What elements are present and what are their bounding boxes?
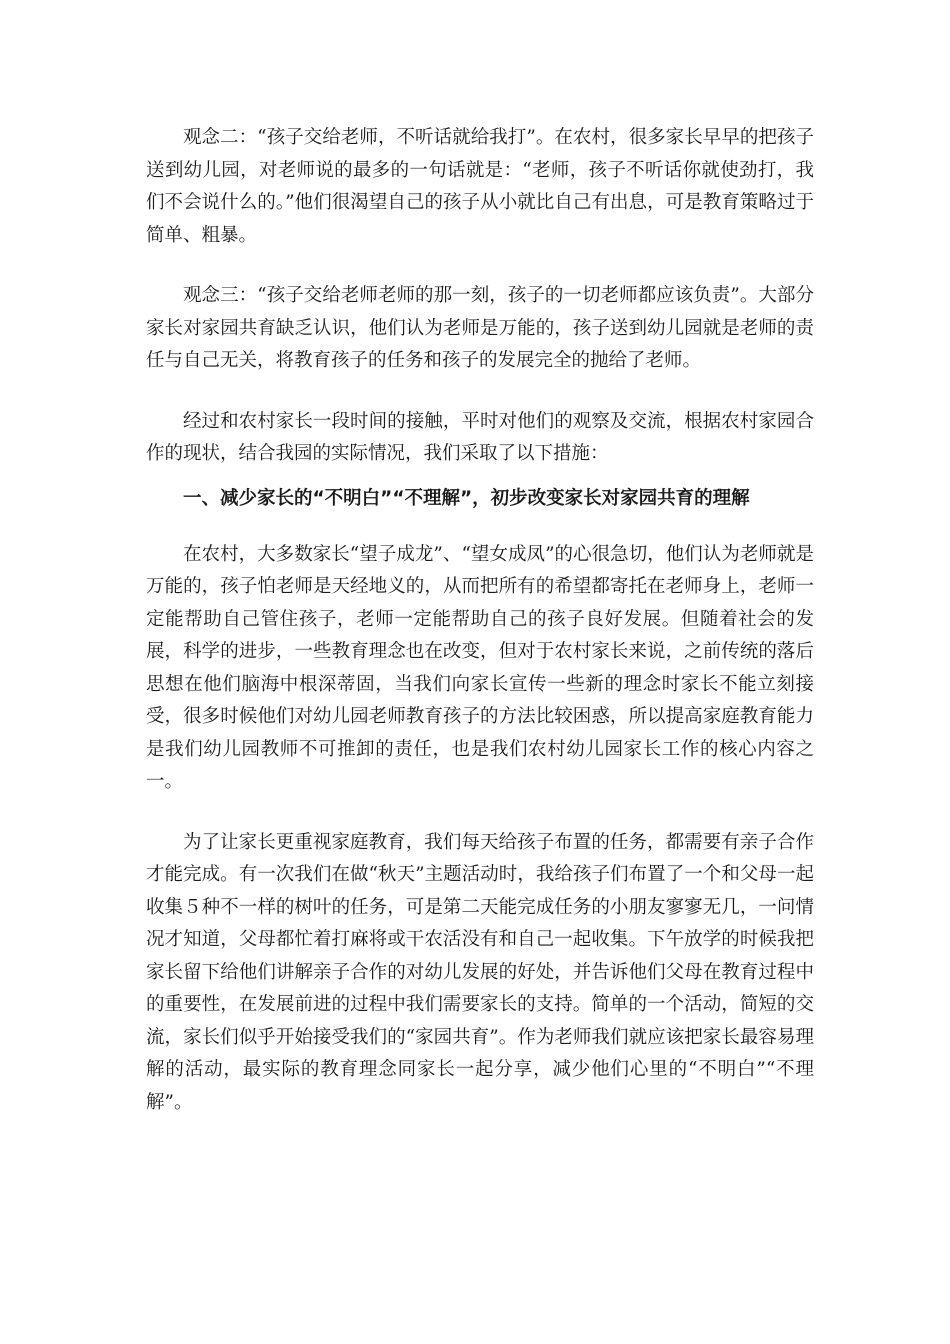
paragraph-concept-three: 观念三：“孩子交给老师老师的那一刻，孩子的一切老师都应该负责”。大部分家长对家园共育缺乏认识，他们认为老师是万能的，孩子送到幼儿园就是老师的责任与自己无关，将教育孩子的任务和孩子的发展完全的抛给了老师。 (146, 285, 814, 371)
paragraph-rural-parents: 在农村，大多数家长“望子成龙”、“望女成凤”的心很急切，他们认为老师就是万能的，孩子怕老师是天经地义的，从而把所有的希望都寄托在老师身上，老师一定能帮助自己管住孩子，老师一定能帮助自己的孩子良好发展。但随着社会的发展，科学的进步，一些教育理念也在改变，但对于农村家长来说，之前传统的落后思想在他们脑海中根深蒂固，当我们向家长宣传一些新的理念时家长不能立刻接受，很多时候他们对幼儿园老师教育孩子的方法比较困惑，所以提高家庭教育能力是我们幼儿园教师不可推卸的责任，也是我们农村幼儿园家长工作的核心内容之一。 (146, 543, 814, 792)
paragraph-family-education: 为了让家长更重视家庭教育，我们每天给孩子布置的任务，都需要有亲子合作才能完成。有一次我们在做“秋天”主题活动时，我给孩子们布置了一个和父母一起收集５种不一样的树叶的任务，可是第二天能完成任务的小朋友寥寥无几，一问情况才知道，父母都忙着打麻将或干农活没有和自己一起收集。下午放学的时候我把家长留下给他们讲解亲子合作的对幼儿发展的好处，并告诉他们父母在教育过程中的重要性，在发展前进的过程中我们需要家长的支持。简单的一个活动，简短的交流，家长们似乎开始接受我们的“家园共育”。作为老师我们就应该把家长最容易理解的活动，最实际的教育理念同家长一起分享，减少他们心里的“不明白”“不理解”。 (146, 831, 814, 1113)
document-body (146, 122, 814, 1119)
paragraph-concept-two: 观念二：“孩子交给老师，不听话就给我打”。在农村，很多家长早早的把孩子送到幼儿园，对老师说的最多的一句话就是：“老师，孩子不听话你就使劲打，我们不会说什么的。”他们很渴望自己的孩子从小就比自己有出息，可是教育策略过于简单、粗暴。 (146, 127, 814, 246)
section-heading-one: 一、减少家长的“不明白”“不理解”，初步改变家长对家园共育的理解 (183, 487, 750, 509)
paragraph-measures-intro: 经过和农村家长一段时间的接触，平时对他们的观察及交流，根据农村家园合作的现状，结合我园的实际情况，我们采取了以下措施： (146, 410, 814, 464)
